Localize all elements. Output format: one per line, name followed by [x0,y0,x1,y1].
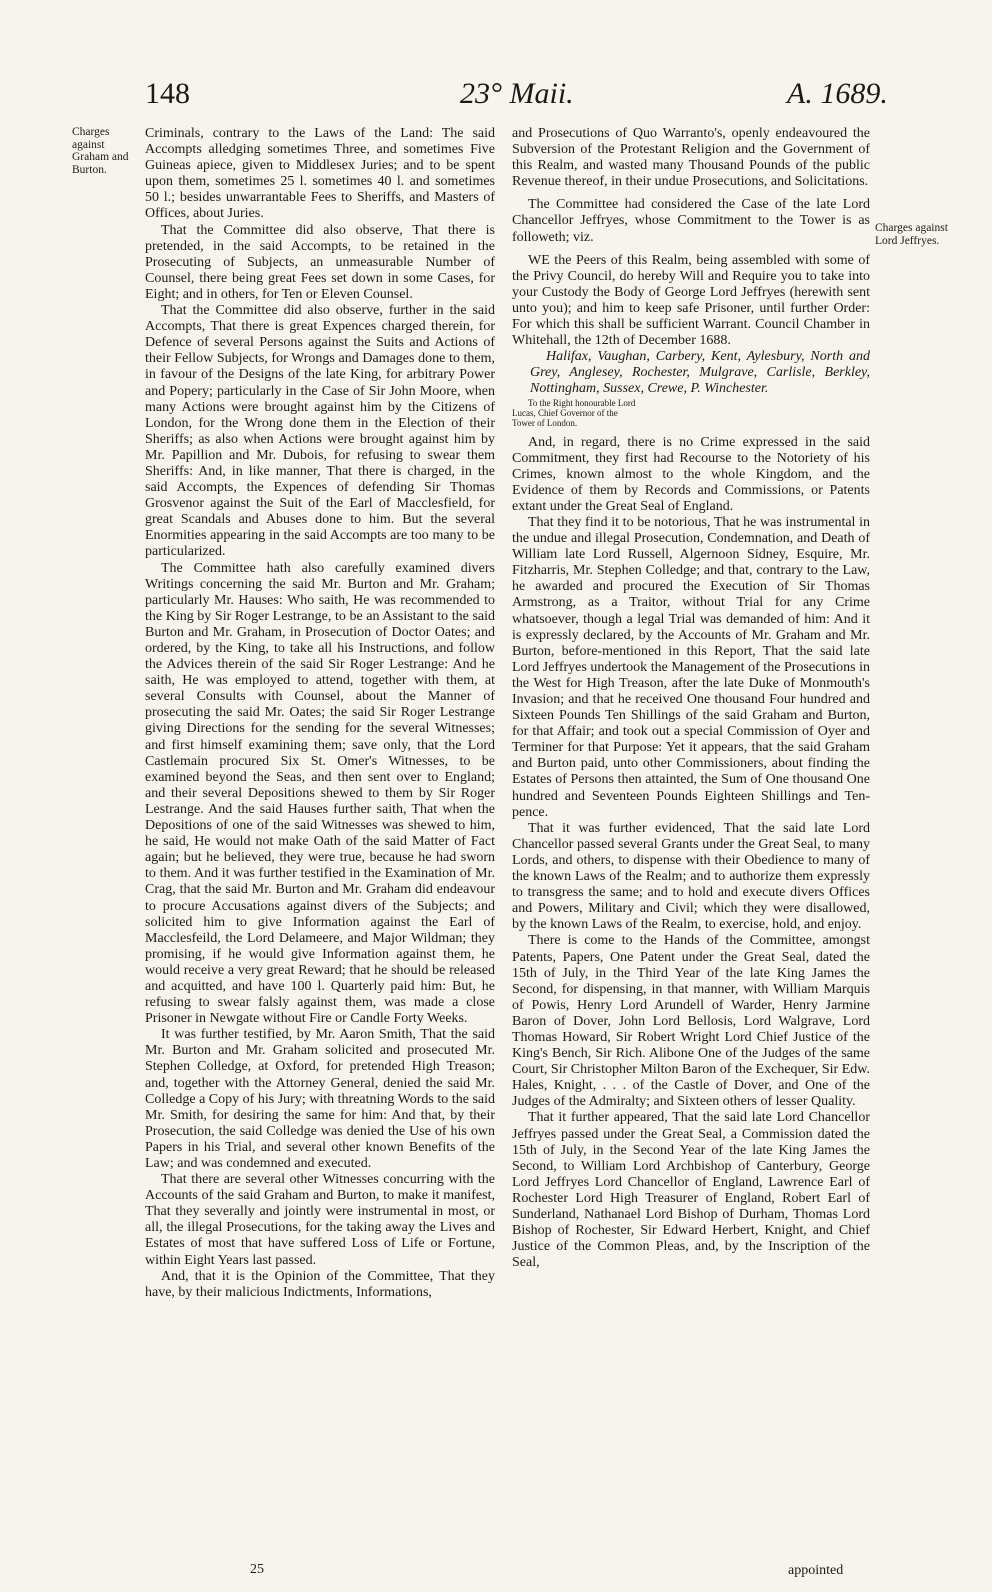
addressee: To the Right honourable Lord Lucas, Chief Governor of the Tower of London. [512,397,636,428]
signature-mark: 25 [250,1562,264,1577]
paragraph: That the Committee did also observe, That there is pretended, in the said Accompts, to be retained in the Prosecuting of Subjects, an unmeasurable Number of Counsel, there being great Fees set down in some Cases, for Eight; and in others, for Ten or Eleven Counsel. [145,222,495,302]
margin-note-right: Charges against Lord Jeffryes. [875,222,948,247]
paragraph: That it further appeared, That the said late Lord Chancellor Jeffryes passed under the Great Seal, a Commission dated the 15th of July, in the Second Year of the late King James the Second, to William Lord Archbishop of Canterbury, George Lord Jeffryes Lord Chancellor of England, Lawrence Earl of Rochester Lord High Treasurer of England, Robert Earl of Sunderland, Nathanael Lord Bishop of Durham, Thomas Lord Bishop of Rochester, Sir Edward Herbert, Knight, and Chief Justice of the Common Pleas, and, by the Inscription of the Seal, [512,1110,870,1271]
paragraph: That the Committee did also observe, further in the said Accompts, That there is great Expences charged therein, for Defence of several Persons against the Suits and Actions of their Fellow Subjects, for Wrongs and Damages done to them, in favour of the Designs of the late King, for arbitrary Power and Popery; particularly in the Case of Sir John Moore, when many Actions were brought against him by the Citizens of London, for the Wrong done them in the Election of their Sheriffs; as also when Actions were brought against him by Mr. Papillion and Mr. Dubois, for refusing to swear them Sheriffs: And, in like manner, That there is charged, in the said Accompts, the Expences of defending Sir Thomas Grosvenor against the Suit of the Earl of Macclesfield, for great Scandals and Abuses done to him. But the several Enormities appearing in the said Accompts are too many to be particularized. [145,303,495,560]
left-column [145,126,495,1583]
paragraph: There is come to the Hands of the Committee, amongst Patents, Papers, One Patent under the Great Seal, dated the 15th of July, in the Third Year of the late King James the Second, for dispensing, in that manner, with William Marquis of Powis, Henry Lord Arundell of Warder, Henry Jarmine Baron of Dover, John Lord Bellosis, Lord Walgrave, Lord Thomas Howard, Sir Robert Wright Lord Chief Justice of the King's Bench, Sir Rich. Alibone One of the Judges of the same Court, Sir Christopher Milton Baron of the Exchequer, Sir Edw. Hales, Knight, . . . of the Castle of Dover, and One of the Judges of the Admiralty; and Sixteen others of lesser Quality. [512,933,870,1110]
paragraph: And, in regard, there is no Crime expressed in the said Commitment, they first had Recourse to the Notoriety of his Crimes, known almost to the whole Kingdom, and the Evidence of them by Records and Commissions, or Patents extant under the Great Seal of England. [512,434,870,514]
page-number: 148 [145,77,190,110]
paragraph: And, that it is the Opinion of the Committee, That they have, by their malicious Indictments, Informations, [145,1268,495,1300]
paragraph: That they find it to be notorious, That he was instrumental in the undue and illegal Prosecution, Condemnation, and Death of William late Lord Russell, Algernoon Sidney, Esquire, Mr. Fitzharris, Mr. Stephen Colledge; and that, contrary to the Law, he awarded and procured the Execution of Sir Thomas Armstrong, as a Traitor, without Trial for any Crime whatsoever, though a legal Trial was demanded of him: And it is expressly declared, by the Accounts of Mr. Graham and Mr. Burton, before-mentioned in this Report, That the said late Lord Jeffryes undertook the Management of the Prosecutions in the West for High Treason, after the late Duke of Monmouth's Invasion; and that he received One thousand Four hundred and Sixteen Pounds Ten Shillings of the said Graham and Burton, for that Affair; and took out a special Commission of Oyer and Terminer for that Purpose: Yet it appears, that the said Graham and Burton paid, unto other Commissioners, about finding the Estates of Persons then attainted, the Sum of One thousand One hundred and Seventeen Pounds Eighteen Shillings and Ten-pence. [512,514,870,820]
page-date: 23° Maii. [460,77,574,110]
paragraph: It was further testified, by Mr. Aaron Smith, That the said Mr. Burton and Mr. Graham solicited and prosecuted Mr. Stephen Colledge, at Oxford, for pretended High Treason; and, together with the Attorney General, denied the said Mr. Colledge a Copy of his Jury; with threatning Words to the said Mr. Smith, for desiring the same for him: And that, by their Prosecution, the said Colledge was denied the Use of his own Papers in his Trial, and several other known Benefits of the Law; and was condemned and executed. [145,1027,495,1171]
catchword: appointed [788,1563,844,1578]
paragraph: Criminals, contrary to the Laws of the Land: The said Accompts alledging sometimes Three, and sometimes Five Guineas apiece, given to Middlesex Juries; and to be spent upon them, sometimes 25 l. sometimes 40 l. and sometimes 50 l.; besides unwarrantable Fees to Sheriffs, and Masters of Offices, about Juries. [145,126,495,222]
paragraph: That it was further evidenced, That the said late Lord Chancellor passed several Grants under the Great Seal, to many Lords, and others, to dispense with their Obedience to many of the known Laws of the Realm; and to authorize them expressly to transgress the same; and to hold and execute divers Offices and Powers, Military and Civil; which they were disallowed, by the known Laws of the Realm, to exercise, hold, and enjoy. [512,820,870,933]
signatories: Halifax, Vaughan, Carbery, Kent, Aylesbury, North and Grey, Anglesey, Rochester, Mulgrave, Carlisle, Berkley, Nottingham, Sussex, Crewe, P. Winchester. [530,349,870,397]
paragraph: and Prosecutions of Quo Warranto's, openly endeavoured the Subversion of the Protestant Religion and the Government of this Realm, and wasted many Thousand Pounds of the public Revenue thereof, in their undue Prosecutions, and Solicitations. [512,126,870,190]
margin-note-left: Charges against Graham and Burton. [72,126,129,176]
right-column [512,126,870,1583]
paragraph: The Committee hath also carefully examined divers Writings concerning the said Mr. Burton and Mr. Graham; particularly Mr. Hauses: Who saith, He was recommended to the King by Sir Roger Lestrange, to be an Assistant to the said Burton and Mr. Graham, in Prosecution of Doctor Oates; and ordered, by the King, to take all his Instructions, and follow the Advices therein of the said Sir Roger Lestrange: And he saith, He was employed to attend, together with them, at several Consults with Counsel, about the Manner of prosecuting the said Mr. Oates; the said Sir Roger Lestrange giving Directions for the sending for the several Witnesses; and first himself examining them; save only, that the Lord Castlemain procured Six St. Omer's Witnesses, to be examined beyond the Seas, and then sent over to England; and their several Depositions shewed to them by Sir Roger Lestrange. And the said Hauses further saith, That when the Depositions of one of the said Witnesses was shewed to him, he said, He would not make Oath of the said Matter of Fact again; but he believed, they were true, because he had sworn to them. And it was further testified in the Examination of Mr. Crag, that the said Mr. Burton and Mr. Graham did endeavour to procure Accusations against divers of the Subjects; and solicited him to give Information against the Earl of Macclesfeild, the Lord Delameere, and Major Wildman; they promising, if he would give Information against them, he would receive a very great Reward; that he should be released and acquitted, and have 100 l. Quarterly paid him: But, he refusing to swear falsly against them, was made a close Prisoner in Newgate without Fire or Candle Forty Weeks. [145,560,495,1027]
warrant-text: WE the Peers of this Realm, being assembled with some of the Privy Council, do hereby Will and Require you to take into your Custody the Body of George Lord Jeffryes (herewith sent unto you); and him to keep safe Prisoner, until further Order: For which this shall be sufficient Warrant. Council Chamber in Whitehall, the 12th of December 1688. [512,252,870,349]
page-year: A. 1689. [787,77,888,110]
paragraph: The Committee had considered the Case of the late Lord Chancellor Jeffryes, whose Commitment to the Tower is as followeth; viz. [512,197,870,245]
paragraph: That there are several other Witnesses concurring with the Accounts of the said Graham and Burton, to make it manifest, That they severally and jointly were instrumental in most, or all, the illegal Prosecutions, for the taking away the Lives and Estates of most that have suffered Loss of Life or Fortune, within Eight Years last passed. [145,1172,495,1268]
